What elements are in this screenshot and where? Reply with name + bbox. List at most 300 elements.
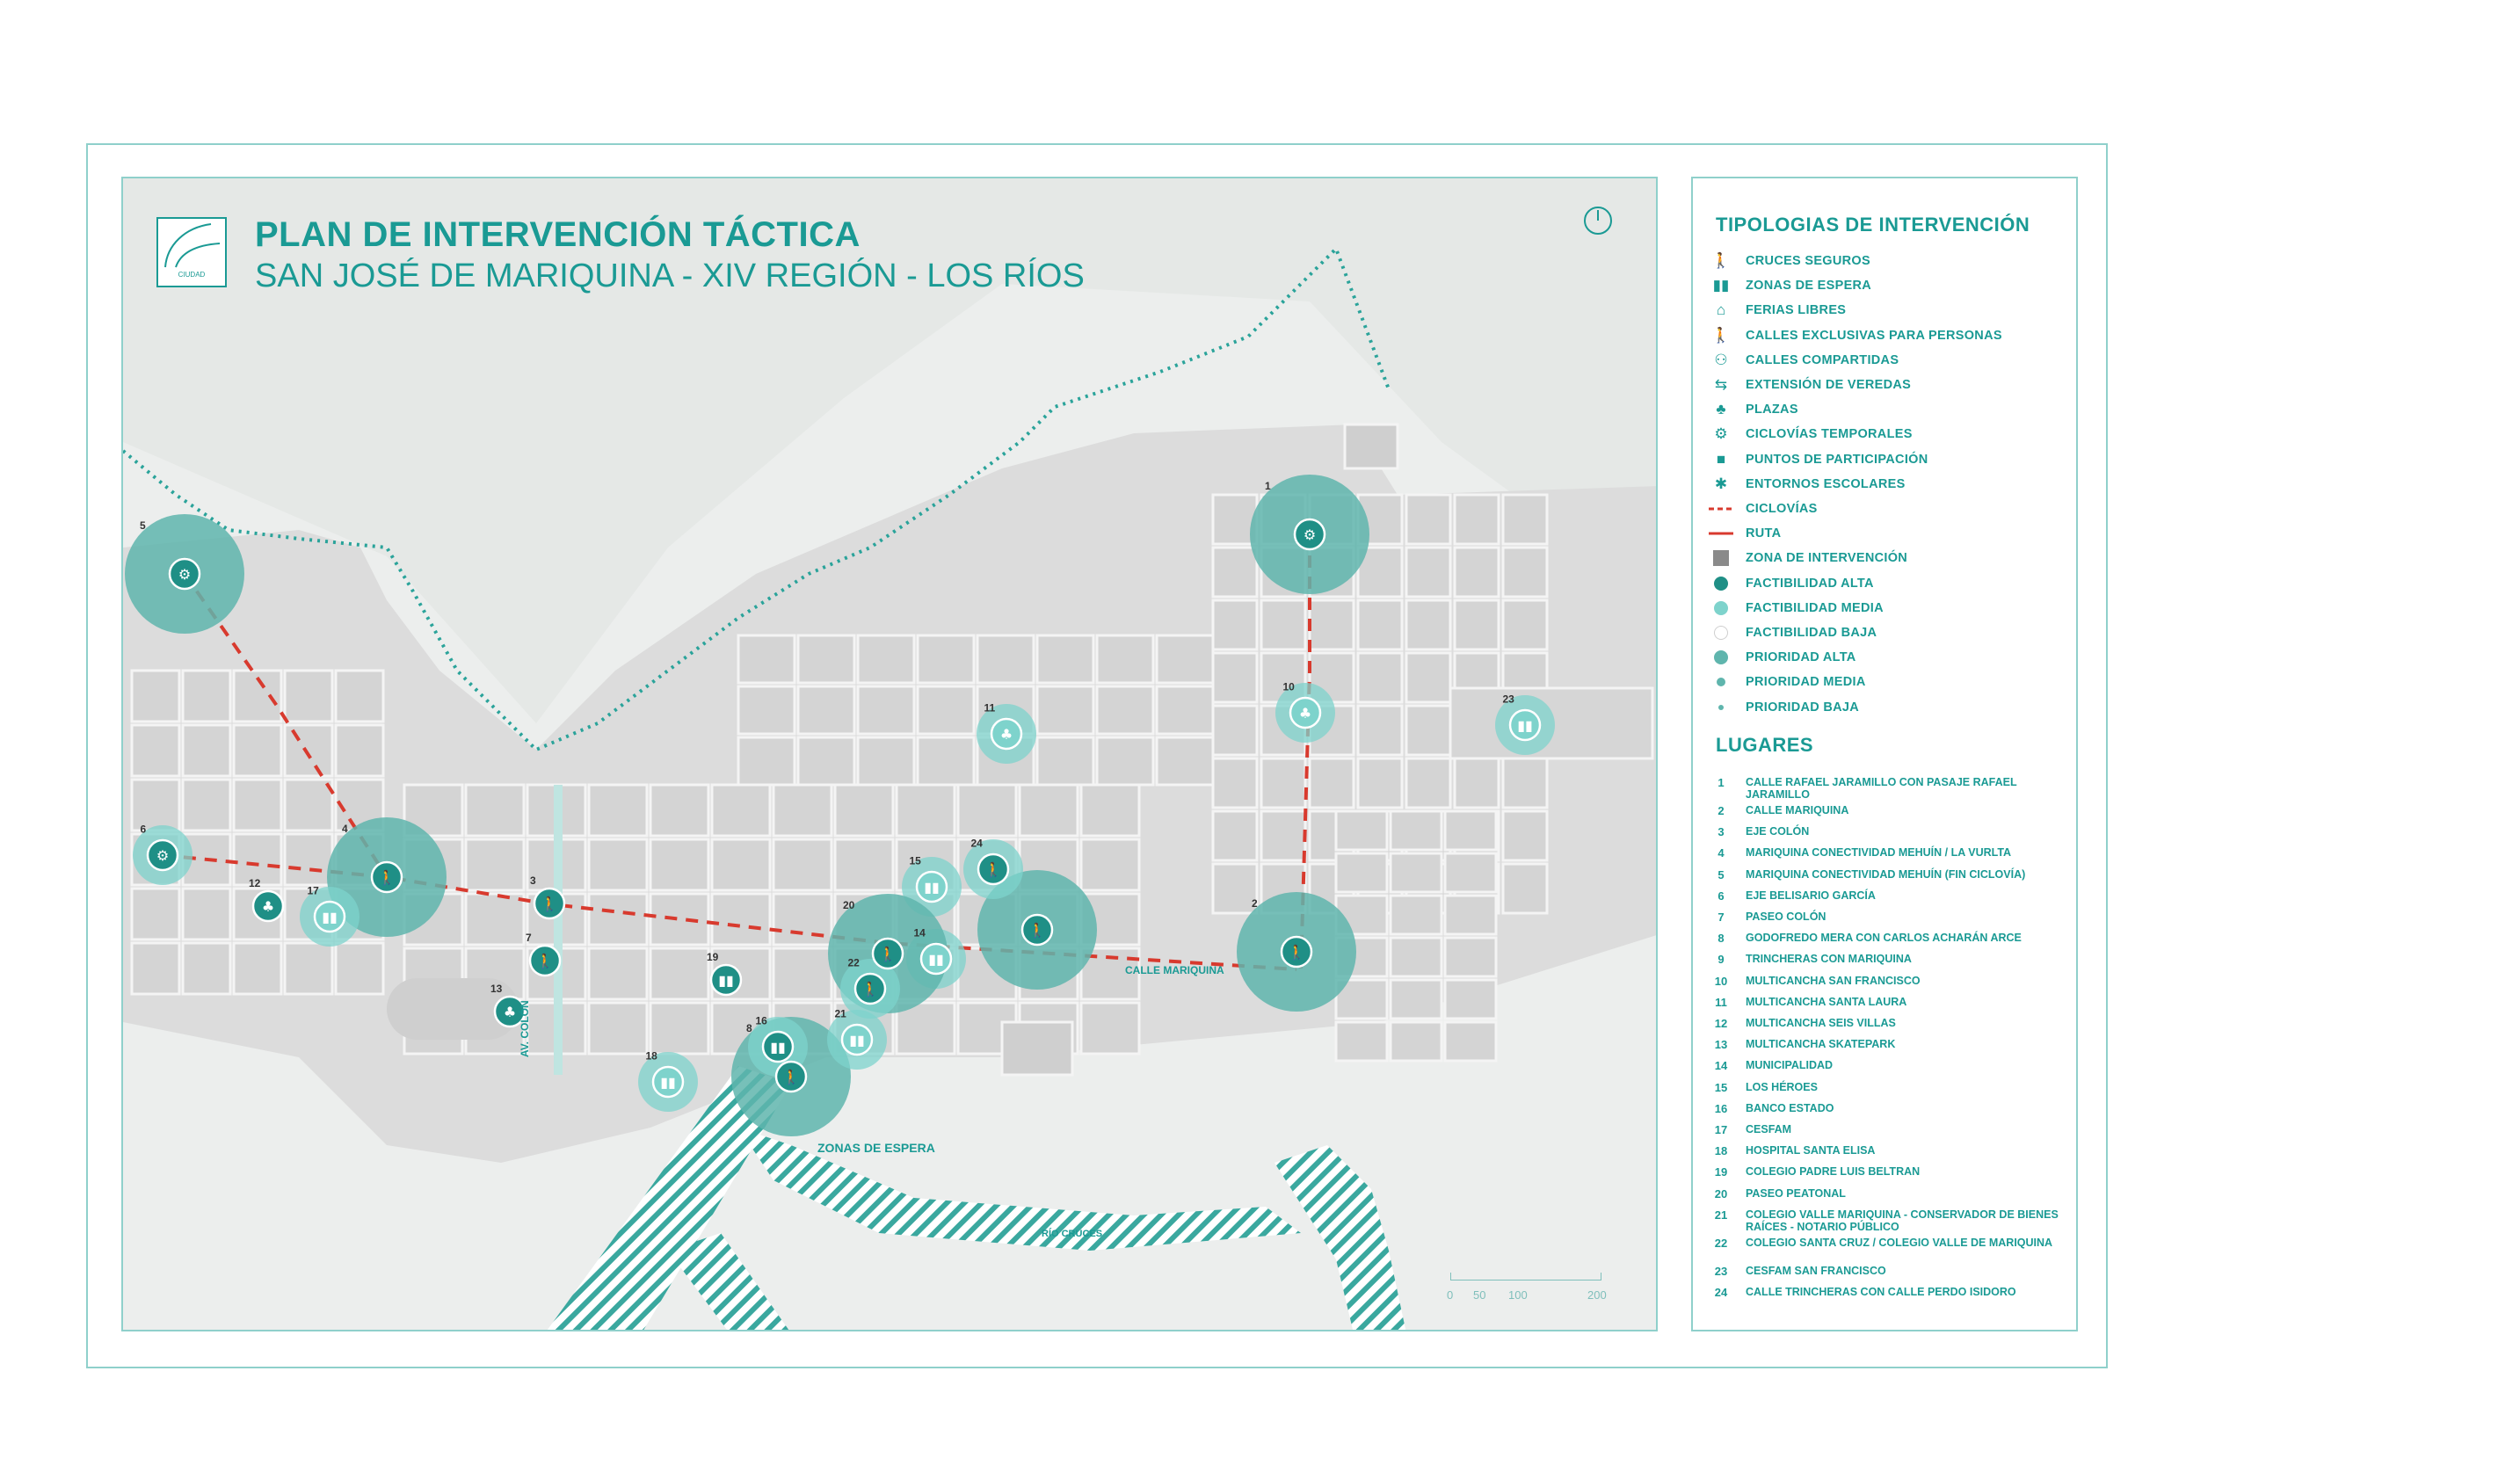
legend-item	[1709, 275, 1871, 296]
place-item	[1709, 932, 2069, 945]
city-block	[1503, 600, 1547, 649]
bicycle-icon-glyph: ⚙	[156, 847, 170, 864]
waiting-zone-icon-glyph: ▮▮	[928, 951, 944, 968]
city-block	[1157, 635, 1213, 683]
place-name: HOSPITAL SANTA ELISA	[1746, 1144, 1876, 1157]
place-number: 23	[1714, 1264, 1728, 1278]
place-name: CALLE TRINCHERAS CON CALLE PERDO ISIDORO	[1746, 1286, 2016, 1298]
place-item	[1709, 953, 2069, 966]
place-item	[1709, 868, 2069, 881]
waiting-zone-icon-glyph: ▮▮	[322, 909, 338, 925]
waiting-zone-icon-glyph: ▮▮	[770, 1039, 786, 1056]
city-block	[1503, 864, 1547, 913]
place-number: 12	[1714, 1017, 1728, 1030]
legend-item	[1709, 671, 1866, 693]
city-block	[897, 785, 955, 836]
scale-tick-200: 200	[1587, 1288, 1607, 1302]
marker-number: 8	[746, 1022, 752, 1034]
city-block	[589, 948, 647, 999]
legend-item-label: PRIORIDAD BAJA	[1746, 700, 1860, 715]
map-title: PLAN DE INTERVENCIÓN TÁCTICA	[255, 215, 861, 254]
legend-item	[1709, 424, 1913, 445]
place-name: MULTICANCHA SANTA LAURA	[1746, 995, 1907, 1008]
place-name: COLEGIO VALLE MARIQUINA - CONSERVADOR DE BIENES RAÍCES - NOTARIO PÚBLICO	[1746, 1208, 2059, 1233]
scale-tick-50: 50	[1473, 1288, 1486, 1302]
city-block	[183, 780, 230, 831]
tree-icon-glyph: ♣	[999, 726, 1013, 743]
marker-number: 7	[526, 932, 532, 944]
marker-number: 23	[1502, 693, 1514, 706]
city-block	[1081, 1003, 1139, 1054]
place-item	[1709, 889, 2069, 903]
city-block	[1406, 706, 1450, 755]
pedestrian-icon-glyph: 🚶	[378, 869, 396, 886]
bicycle-icon-glyph: ⚙	[178, 566, 192, 583]
city-block	[1445, 980, 1496, 1019]
av-colon-corridor	[554, 785, 563, 1075]
city-block	[285, 780, 332, 831]
school-icon: ✱	[1714, 475, 1728, 492]
map-panel[interactable]	[121, 177, 1658, 1331]
scale-tick-0: 0	[1447, 1288, 1454, 1302]
city-block	[650, 894, 708, 945]
pedestrian-icon-glyph: 🚶	[879, 946, 897, 962]
marker-number: 6	[140, 823, 147, 836]
place-number: 24	[1714, 1286, 1728, 1299]
place-item	[1709, 1123, 2069, 1136]
marker-number: 4	[342, 823, 348, 835]
marker-number: 1	[1265, 480, 1271, 492]
pedestrian-icon-glyph: 🚶	[861, 981, 879, 998]
city-block	[1002, 1022, 1072, 1075]
city-block	[336, 671, 383, 722]
legend-item	[1709, 325, 2002, 346]
pedestrian-icon-glyph: 🚶	[984, 861, 1002, 878]
place-item	[1709, 1081, 2069, 1094]
place-number: 7	[1718, 910, 1725, 924]
legend-item-label: PUNTOS DE PARTICIPACIÓN	[1746, 452, 1928, 467]
pedestrian-icon-glyph: 🚶	[782, 1069, 800, 1085]
place-name: CESFAM	[1746, 1123, 1792, 1135]
city-block	[1261, 758, 1305, 808]
legend-item-label: CRUCES SEGUROS	[1746, 254, 1870, 268]
waiting-zone-icon-glyph: ▮▮	[924, 879, 940, 896]
place-item	[1709, 1187, 2069, 1201]
city-block	[589, 894, 647, 945]
city-block	[183, 725, 230, 776]
legend-item	[1709, 498, 1818, 519]
legend-item	[1709, 548, 1907, 569]
city-block	[1037, 686, 1093, 734]
legend-panel	[1691, 177, 2078, 1331]
participation-icon: ■	[1716, 450, 1726, 468]
city-block	[1391, 980, 1442, 1019]
legend-item-label: ENTORNOS ESCOLARES	[1746, 476, 1906, 491]
city-block	[1445, 1022, 1496, 1061]
city-block	[1345, 424, 1398, 468]
city-block	[1358, 758, 1402, 808]
place-name: MARIQUINA CONECTIVIDAD MEHUÍN / LA VURLTA	[1746, 846, 2012, 860]
city-block	[1455, 548, 1499, 597]
place-number: 15	[1714, 1080, 1728, 1094]
city-block	[835, 839, 893, 890]
legend-item-label: CICLOVÍAS	[1746, 502, 1818, 516]
city-block	[1406, 653, 1450, 702]
city-block	[183, 671, 230, 722]
place-number: 20	[1714, 1186, 1728, 1201]
dot-low-icon	[1709, 623, 1733, 642]
north-arrow-icon	[1584, 207, 1612, 235]
place-item	[1709, 1059, 2069, 1072]
place-item	[1709, 996, 2069, 1009]
marker-number: 3	[530, 874, 536, 887]
city-block	[1391, 811, 1442, 850]
solid-line-icon	[1709, 524, 1733, 543]
legend-item	[1709, 573, 1874, 594]
place-item	[1709, 825, 2069, 838]
market-icon: ⌂	[1716, 301, 1726, 319]
marker-number: 5	[140, 519, 146, 532]
legend-item-label: EXTENSIÓN DE VEREDAS	[1746, 378, 1912, 392]
city-block	[285, 725, 332, 776]
legend-item	[1709, 350, 1899, 371]
tree-icon-glyph: ♣	[261, 898, 275, 915]
city-block	[1406, 758, 1450, 808]
city-block	[712, 839, 770, 890]
city-block	[798, 737, 854, 785]
city-block	[1213, 653, 1257, 702]
city-block	[1213, 600, 1257, 649]
marker-number: 18	[645, 1049, 657, 1063]
city-block	[466, 785, 524, 836]
place-number: 22	[1714, 1236, 1728, 1250]
bicycle-icon: ⚙	[1714, 425, 1728, 443]
city-block	[1213, 811, 1257, 860]
priority-medium-icon	[1709, 672, 1733, 692]
place-number: 1	[1718, 776, 1725, 789]
city-block	[589, 1003, 647, 1054]
city-block	[835, 785, 893, 836]
pedestrian-icon-glyph: 🚶	[1288, 944, 1305, 961]
place-number: 21	[1714, 1208, 1728, 1222]
logo-graphic	[158, 219, 225, 272]
city-block	[1358, 706, 1402, 755]
legend-item	[1709, 598, 1884, 619]
tree-icon-glyph: ♣	[503, 1004, 517, 1020]
label-zonas-de-espera: ZONAS DE ESPERA	[817, 1141, 935, 1155]
city-block	[1503, 758, 1547, 808]
marker-number: 14	[913, 926, 926, 940]
city-block	[1336, 1022, 1387, 1061]
city-block	[132, 671, 179, 722]
city-block	[773, 785, 832, 836]
city-block	[1455, 600, 1499, 649]
label-av-colon: AV. COLÓN	[519, 1000, 531, 1057]
city-block	[858, 686, 914, 734]
place-name: BANCO ESTADO	[1746, 1101, 1834, 1114]
city-block	[1503, 548, 1547, 597]
place-item	[1709, 975, 2069, 988]
city-block	[650, 785, 708, 836]
city-block	[918, 737, 974, 785]
pedestrian-icon-glyph: 🚶	[1028, 922, 1046, 939]
city-block	[183, 889, 230, 940]
city-block	[1261, 811, 1305, 860]
city-block	[1503, 495, 1547, 544]
place-number: 2	[1718, 804, 1725, 817]
bicycle-icon-glyph: ⚙	[1303, 526, 1317, 543]
city-block	[738, 686, 795, 734]
waiting-zone-icon: ▮▮	[1712, 277, 1730, 294]
place-item	[1709, 1286, 2069, 1299]
legend-item	[1709, 647, 1856, 668]
legend-item-label: CICLOVÍAS TEMPORALES	[1746, 427, 1913, 442]
city-block	[650, 1003, 708, 1054]
place-number: 4	[1718, 846, 1725, 860]
city-block	[466, 839, 524, 890]
pedestrian-icon: 🚶	[1711, 326, 1731, 344]
city-block	[1037, 635, 1093, 683]
city-block	[132, 943, 179, 994]
city-block	[738, 737, 795, 785]
legend-item	[1709, 474, 1906, 495]
city-block	[1406, 600, 1450, 649]
marker-number: 11	[984, 701, 996, 715]
city-block	[1406, 495, 1450, 544]
city-block	[1455, 495, 1499, 544]
place-name: PASEO PEATONAL	[1746, 1186, 1846, 1200]
tree-icon: ♣	[1716, 401, 1726, 418]
city-block	[1445, 896, 1496, 934]
city-block	[773, 839, 832, 890]
legend-item-label: FACTIBILIDAD MEDIA	[1746, 600, 1884, 615]
city-block	[1391, 1022, 1442, 1061]
marker-number: 16	[755, 1014, 767, 1027]
places-title: LUGARES	[1716, 734, 1814, 756]
place-item	[1709, 1237, 2069, 1250]
place-item	[1709, 910, 2069, 924]
place-item	[1709, 1017, 2069, 1030]
priority-low-icon	[1709, 698, 1733, 717]
city-block	[1358, 653, 1402, 702]
city-block	[1503, 811, 1547, 860]
place-name: CALLE RAFAEL JARAMILLO CON PASAJE RAFAEL JARAMILLO	[1746, 776, 2017, 801]
place-number: 6	[1718, 889, 1725, 903]
legend-item	[1709, 300, 1846, 321]
place-name: EJE BELISARIO GARCÍA	[1746, 889, 1876, 902]
city-block	[738, 635, 795, 683]
map-canvas[interactable]	[123, 178, 1658, 1331]
waiting-zone-icon-glyph: ▮▮	[1517, 717, 1533, 734]
legend-item-label: CALLES EXCLUSIVAS PARA PERSONAS	[1746, 328, 2002, 343]
marker-number: 17	[307, 884, 319, 897]
place-number: 3	[1718, 825, 1725, 839]
city-block	[712, 785, 770, 836]
label-rio-cruces: RÍO CRUCES	[1042, 1229, 1103, 1239]
city-block	[977, 635, 1034, 683]
marker-number: 22	[847, 956, 860, 969]
place-name: CESFAM SAN FRANCISCO	[1746, 1264, 1886, 1277]
city-block	[285, 834, 332, 885]
place-number: 10	[1714, 974, 1728, 988]
shared-street-icon: ⚇	[1714, 351, 1728, 368]
city-block	[650, 948, 708, 999]
crosswalk-icon: 🚶	[1711, 252, 1731, 269]
logo-text: CIUDAD	[178, 271, 206, 279]
legend-item	[1709, 374, 1911, 395]
city-block	[918, 635, 974, 683]
city-block	[1445, 938, 1496, 976]
place-item	[1709, 1208, 2069, 1233]
legend-item-label: PRIORIDAD MEDIA	[1746, 675, 1866, 690]
legend-item	[1709, 449, 1928, 470]
city-block	[183, 943, 230, 994]
city-block	[1213, 758, 1257, 808]
waiting-zone-icon-glyph: ▮▮	[718, 972, 734, 989]
city-block	[1406, 548, 1450, 597]
pedestrian-icon-glyph: 🚶	[541, 896, 558, 912]
map-subtitle: SAN JOSÉ DE MARIQUINA - XIV REGIÓN - LOS RÍOS	[255, 258, 1085, 294]
sidewalk-icon: ⇆	[1714, 376, 1728, 393]
place-name: MARIQUINA CONECTIVIDAD MEHUÍN (FIN CICLOVÍA)	[1746, 867, 2026, 881]
city-block	[1213, 864, 1257, 913]
marker-number: 21	[834, 1007, 846, 1020]
city-block	[1336, 853, 1387, 892]
city-block	[1097, 635, 1153, 683]
marker-number: 13	[490, 983, 503, 995]
dot-high-icon	[1709, 574, 1733, 593]
legend-item-label: FACTIBILIDAD ALTA	[1746, 576, 1874, 591]
city-block	[589, 839, 647, 890]
label-calle-mariquina: CALLE MARIQUINA	[1125, 964, 1224, 976]
city-block	[858, 635, 914, 683]
city-block	[1445, 811, 1496, 850]
legend-item-label: FACTIBILIDAD BAJA	[1746, 626, 1877, 640]
city-block	[773, 948, 832, 999]
city-block	[1213, 548, 1257, 597]
city-block	[918, 686, 974, 734]
place-number: 17	[1714, 1123, 1728, 1136]
place-number: 18	[1714, 1144, 1728, 1158]
city-block	[234, 725, 281, 776]
marker-number: 10	[1282, 680, 1295, 693]
city-block	[234, 780, 281, 831]
marker-number: 2	[1252, 897, 1258, 910]
city-block	[1081, 839, 1139, 890]
city-block	[1157, 737, 1213, 785]
city-block	[285, 671, 332, 722]
place-item	[1709, 846, 2069, 860]
place-name: GODOFREDO MERA CON CARLOS ACHARÁN ARCE	[1746, 932, 2022, 945]
city-block	[1358, 600, 1402, 649]
marker-number: 24	[970, 837, 983, 850]
place-number: 16	[1714, 1101, 1728, 1115]
place-name: MULTICANCHA SAN FRANCISCO	[1746, 974, 1921, 987]
city-block	[712, 894, 770, 945]
city-block	[1081, 785, 1139, 836]
place-number: 14	[1714, 1059, 1728, 1073]
place-name: CALLE MARIQUINA	[1746, 804, 1849, 816]
legend-item	[1709, 697, 1859, 718]
city-block	[1037, 737, 1093, 785]
place-name: EJE COLÓN	[1746, 825, 1810, 838]
place-name: LOS HÉROES	[1746, 1080, 1818, 1093]
waiting-zone-icon-glyph: ▮▮	[849, 1032, 865, 1048]
place-number: 11	[1715, 995, 1727, 1009]
city-block	[650, 839, 708, 890]
city-block	[1391, 938, 1442, 976]
legend-item	[1709, 250, 1870, 272]
city-block	[1097, 686, 1153, 734]
marker-number: 19	[707, 951, 719, 963]
place-item	[1709, 804, 2069, 817]
city-block	[466, 894, 524, 945]
city-block	[1391, 896, 1442, 934]
city-block	[132, 725, 179, 776]
legend-item-label: RUTA	[1746, 526, 1782, 541]
city-block	[132, 780, 179, 831]
legend-item	[1709, 399, 1798, 420]
dashed-line-icon	[1709, 499, 1733, 519]
place-name: MULTICANCHA SKATEPARK	[1746, 1038, 1896, 1051]
city-block	[798, 686, 854, 734]
scale-bar	[1450, 1273, 1601, 1280]
place-name: MUNICIPALIDAD	[1746, 1059, 1834, 1072]
waiting-zone-icon-glyph: ▮▮	[660, 1074, 676, 1091]
place-item	[1709, 1038, 2069, 1051]
place-item	[1709, 1265, 2069, 1278]
city-block	[1310, 758, 1354, 808]
legend-item-label: ZONAS DE ESPERA	[1746, 279, 1872, 294]
city-block	[1310, 600, 1354, 649]
legend-item-label: CALLES COMPARTIDAS	[1746, 352, 1899, 367]
place-number: 8	[1718, 932, 1725, 946]
city-block	[798, 635, 854, 683]
dot-medium-icon	[1709, 599, 1733, 618]
city-block	[336, 943, 383, 994]
place-number: 9	[1718, 953, 1725, 967]
place-name: MULTICANCHA SEIS VILLAS	[1746, 1017, 1896, 1029]
place-number: 5	[1718, 867, 1725, 881]
place-item	[1709, 1144, 2069, 1157]
city-block	[234, 943, 281, 994]
priority-high-icon	[1709, 648, 1733, 667]
city-block	[1261, 600, 1305, 649]
city-block	[589, 785, 647, 836]
city-block	[336, 725, 383, 776]
city-block	[285, 943, 332, 994]
place-item	[1709, 1102, 2069, 1115]
legend-title: TIPOLOGIAS DE INTERVENCIÓN	[1716, 214, 2030, 236]
place-name: COLEGIO PADRE LUIS BELTRAN	[1746, 1165, 1921, 1179]
marker-number: 20	[843, 899, 855, 911]
square-icon	[1709, 548, 1733, 568]
logo	[156, 217, 227, 287]
city-block	[1213, 706, 1257, 755]
legend-item-label: PRIORIDAD ALTA	[1746, 650, 1856, 665]
legend-item-label: FERIAS LIBRES	[1746, 303, 1847, 318]
city-block	[1097, 737, 1153, 785]
city-block	[958, 785, 1016, 836]
city-block	[1455, 758, 1499, 808]
place-number: 19	[1714, 1165, 1728, 1179]
place-name: COLEGIO SANTA CRUZ / COLEGIO VALLE DE MARIQUINA	[1746, 1236, 2053, 1249]
city-block	[1445, 853, 1496, 892]
city-block	[1157, 686, 1213, 734]
legend-item-label: ZONA DE INTERVENCIÓN	[1746, 551, 1908, 566]
city-block	[1336, 811, 1387, 850]
city-block	[132, 889, 179, 940]
